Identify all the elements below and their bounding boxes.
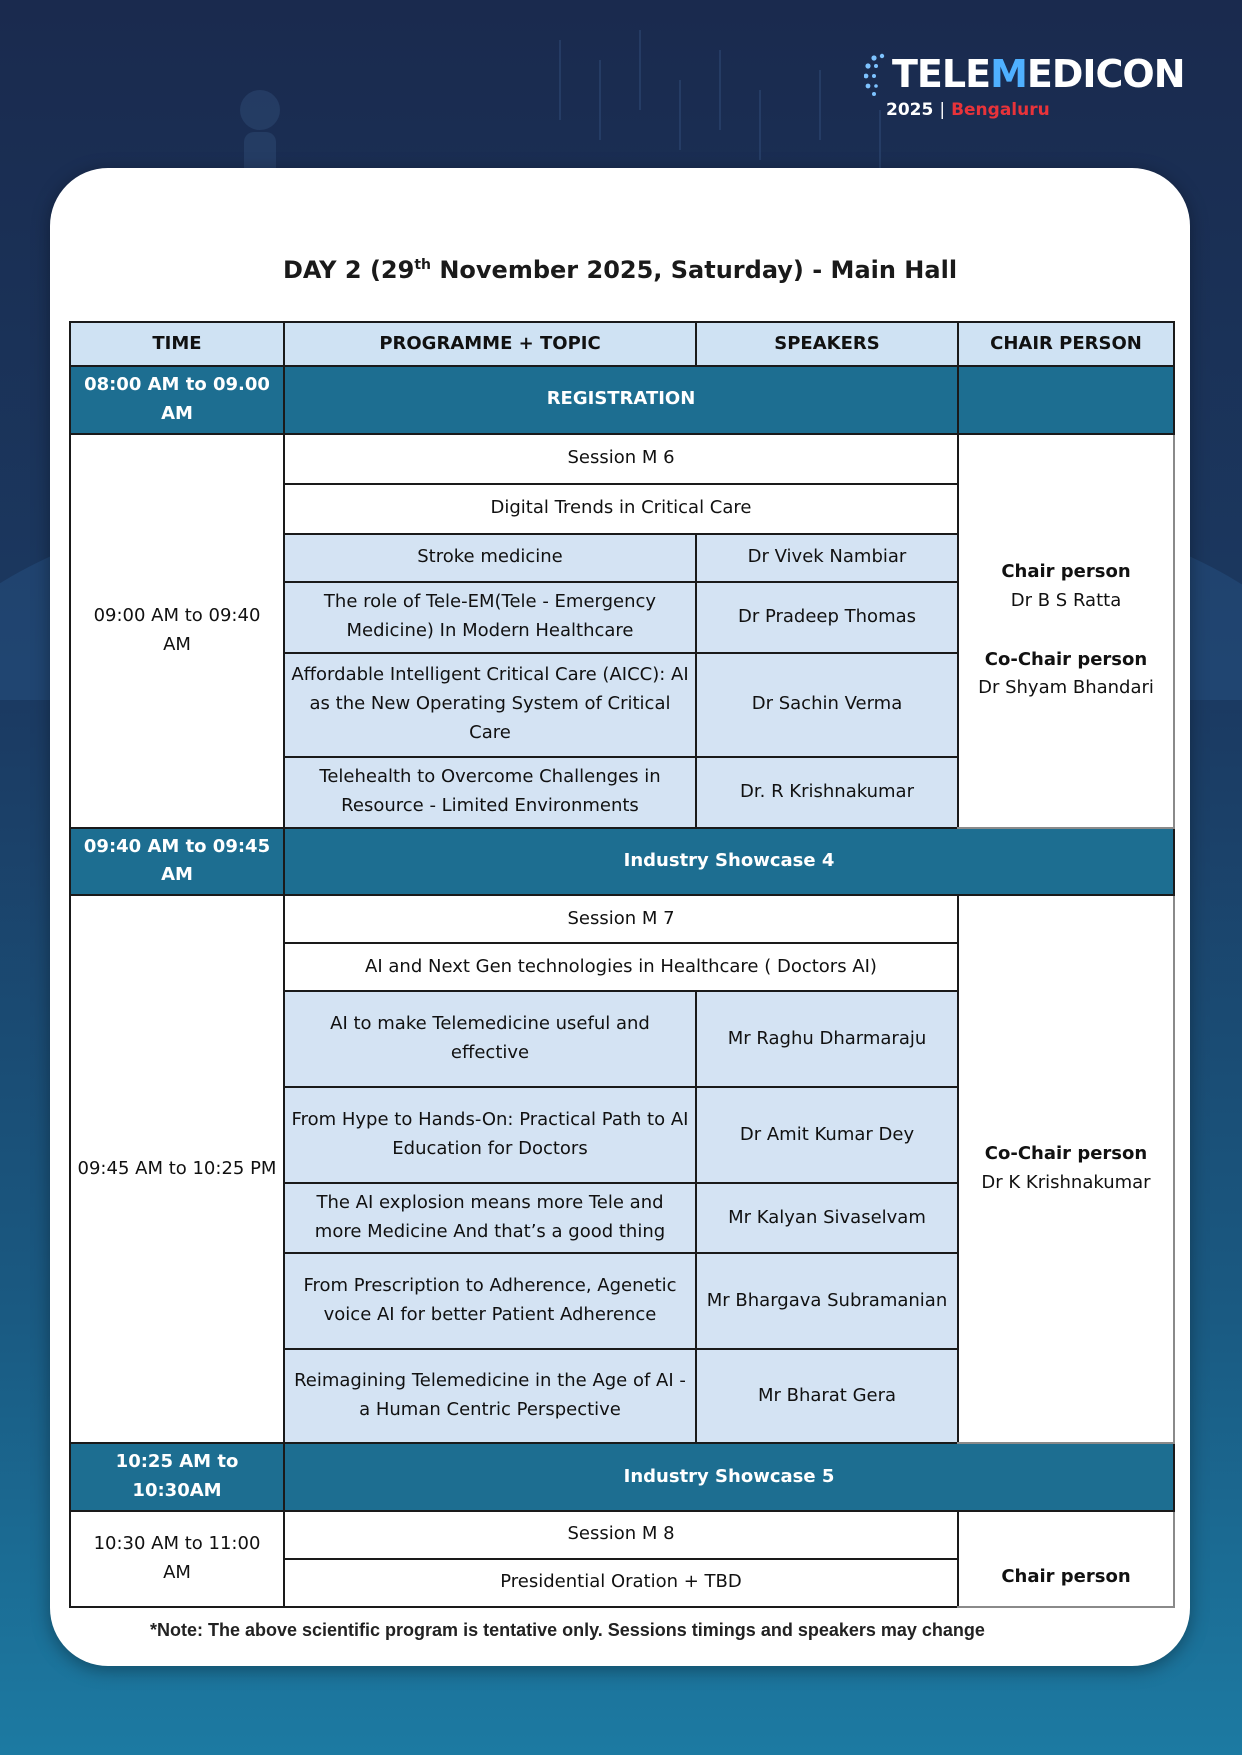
- session-m7-title: Session M 7: [284, 895, 958, 943]
- header-chair-person: CHAIR PERSON: [958, 322, 1174, 366]
- showcase4-time: 09:40 AM to 09:45 AM: [70, 828, 284, 896]
- showcase5-label: Industry Showcase 5: [284, 1443, 1174, 1511]
- talk-topic: AI to make Telemedicine useful and effective: [284, 991, 696, 1087]
- cochair-name: Dr Shyam Bhandari: [978, 677, 1154, 699]
- industry-showcase-4-row: [70, 828, 1174, 896]
- disclaimer-note: *Note: The above scientific program is tentative only. Sessions timings and speakers may change: [150, 1620, 985, 1640]
- talk-topic: Affordable Intelligent Critical Care (AICC): AI as the New Operating System of Critical Care: [284, 653, 696, 757]
- logo-subtitle: 2025 | Bengaluru: [886, 100, 1050, 120]
- showcase5-time: 10:25 AM to 10:30AM: [70, 1443, 284, 1511]
- table-header-row: [70, 322, 1174, 366]
- registration-time: 08:00 AM to 09.00 AM: [70, 366, 284, 434]
- registration-row: [70, 366, 1174, 434]
- session-m8-title: Session M 8: [284, 1511, 958, 1559]
- cochair-label: Co-Chair person: [984, 648, 1148, 670]
- industry-showcase-5-row: [70, 1443, 1174, 1511]
- talk-speaker: Mr Bharat Gera: [696, 1349, 958, 1443]
- session-m6-title: Session M 6: [284, 434, 958, 484]
- session-m7-chairs: [958, 895, 1174, 1443]
- talk-speaker: Dr. R Krishnakumar: [696, 757, 958, 828]
- session-m8-theme: Presidential Oration + TBD: [284, 1559, 958, 1607]
- cochair-name: Dr K Krishnakumar: [981, 1172, 1151, 1194]
- session-m8-row: [70, 1511, 1174, 1559]
- talk-topic: The role of Tele-EM(Tele - Emergency Medicine) In Modern Healthcare: [284, 582, 696, 653]
- session-m6-row: [70, 434, 1174, 484]
- talk-speaker: Mr Raghu Dharmaraju: [696, 991, 958, 1087]
- talk-topic: From Hype to Hands-On: Practical Path to AI Education for Doctors: [284, 1087, 696, 1183]
- chair-name: Dr B S Ratta: [1010, 589, 1122, 611]
- telemedicon-logo: [862, 44, 1185, 124]
- session-m6-theme: Digital Trends in Critical Care: [284, 484, 958, 534]
- talk-speaker: Dr Vivek Nambiar: [696, 534, 958, 582]
- talk-topic: Reimagining Telemedicine in the Age of AI - a Human Centric Perspective: [284, 1349, 696, 1443]
- talk-speaker: Mr Bhargava Subramanian: [696, 1253, 958, 1349]
- cochair-label: Co-Chair person: [984, 1143, 1148, 1165]
- session-m7-time: 09:45 AM to 10:25 PM: [70, 895, 284, 1443]
- registration-chair-empty: [958, 366, 1174, 434]
- talk-topic: Telehealth to Overcome Challenges in Resource - Limited Environments: [284, 757, 696, 828]
- session-m6-time: 09:00 AM to 09:40 AM: [70, 434, 284, 828]
- logo-title: TELEMEDICON: [892, 52, 1185, 96]
- header-time: TIME: [70, 322, 284, 366]
- chair-label: Chair person: [1001, 1565, 1131, 1587]
- session-m7-row: [70, 895, 1174, 943]
- page-title: DAY 2 (29th November 2025, Saturday) - Main Hall: [282, 256, 958, 284]
- session-m7-theme: AI and Next Gen technologies in Healthcare ( Doctors AI): [284, 943, 958, 991]
- header-programme: PROGRAMME + TOPIC: [284, 322, 696, 366]
- registration-label: REGISTRATION: [284, 366, 958, 434]
- session-m8-chairs: [958, 1511, 1174, 1607]
- header-speakers: SPEAKERS: [696, 322, 958, 366]
- chair-label: Chair person: [1001, 561, 1131, 582]
- talk-topic: The AI explosion means more Tele and more Medicine And that’s a good thing: [284, 1183, 696, 1253]
- talk-speaker: Dr Pradeep Thomas: [696, 582, 958, 653]
- session-m8-time: 10:30 AM to 11:00 AM: [70, 1511, 284, 1607]
- talk-topic: Stroke medicine: [284, 534, 696, 582]
- talk-speaker: Dr Sachin Verma: [696, 653, 958, 757]
- schedule-card: [50, 168, 1190, 1666]
- talk-speaker: Dr Amit Kumar Dey: [696, 1087, 958, 1183]
- programme-table: [69, 321, 1175, 1608]
- showcase4-label: Industry Showcase 4: [284, 828, 1174, 896]
- session-m6-chairs: [958, 434, 1174, 828]
- talk-speaker: Mr Kalyan Sivaselvam: [696, 1183, 958, 1253]
- talk-topic: From Prescription to Adherence, Agenetic voice AI for better Patient Adherence: [284, 1253, 696, 1349]
